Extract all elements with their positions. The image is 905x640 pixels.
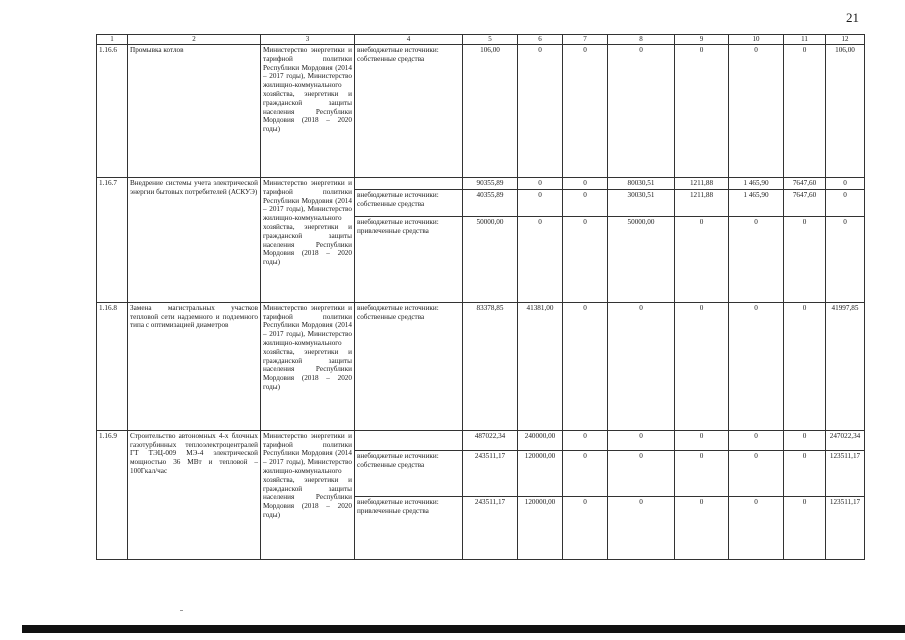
value-cell: 0: [826, 216, 865, 302]
header-cell: 7: [563, 35, 608, 45]
item-code: 1.16.9: [97, 430, 128, 559]
header-cell: 10: [729, 35, 784, 45]
item-name: Замена магистральных участков тепловой сети надземного и подземного типа с оптимизацией диаметров: [128, 302, 261, 430]
value-cell: 0: [563, 496, 608, 559]
value-cell: 247022,34: [826, 430, 865, 450]
value-cell: 0: [729, 496, 784, 559]
header-cell: 11: [784, 35, 826, 45]
value-cell: 0: [675, 496, 729, 559]
funding-source: внебюджетные источники: собственные средства: [355, 45, 463, 178]
header-row: [97, 35, 865, 45]
value-cell: 0: [729, 302, 784, 430]
value-cell: 0: [608, 496, 675, 559]
responsible-executor: Министерство энергетики и тарифной политики Республики Мордовия (2014 – 2017 годы), Министерство жилищно-коммунального хозяйства, энергетики и гражданской защиты населения Республики Мордовия (2018 – 2020 годы): [261, 302, 355, 430]
funding-source: внебюджетные источники: собственные средства: [355, 450, 463, 496]
value-cell: 0: [563, 450, 608, 496]
value-cell: 7647,60: [784, 189, 826, 216]
value-cell: 0: [563, 430, 608, 450]
funding-source: внебюджетные источники: привлеченные средства: [355, 216, 463, 302]
value-cell: 0: [784, 450, 826, 496]
value-cell: 0: [563, 189, 608, 216]
value-cell: 0: [608, 450, 675, 496]
item-code: 1.16.8: [97, 302, 128, 430]
header-cell: 4: [355, 35, 463, 45]
value-cell: 1 465,90: [729, 189, 784, 216]
budget-table: [96, 34, 865, 560]
responsible-executor: Министерство энергетики и тарифной политики Республики Мордовия (2014 – 2017 годы), Министерство жилищно-коммунального хозяйства, энергетики и гражданской защиты населения Республики Мордовия (2018 – 2020 годы): [261, 45, 355, 178]
value-cell: 0: [784, 216, 826, 302]
value-cell: 123511,17: [826, 450, 865, 496]
value-cell: 240000,00: [518, 430, 563, 450]
value-cell: 0: [784, 496, 826, 559]
value-cell: 0: [563, 302, 608, 430]
header-cell: 3: [261, 35, 355, 45]
item-code: 1.16.7: [97, 178, 128, 303]
value-cell: 0: [729, 45, 784, 178]
header-cell: 9: [675, 35, 729, 45]
table-row: [97, 430, 865, 450]
value-cell: 106,00: [463, 45, 518, 178]
value-cell: 0: [563, 216, 608, 302]
table-row: [97, 45, 865, 178]
value-cell: 0: [518, 178, 563, 190]
value-cell: 0: [826, 189, 865, 216]
value-cell: 243511,17: [463, 450, 518, 496]
value-cell: 1 465,90: [729, 178, 784, 190]
value-cell: 0: [729, 450, 784, 496]
value-cell: 90355,89: [463, 178, 518, 190]
value-cell: 120000,00: [518, 496, 563, 559]
value-cell: 0: [729, 430, 784, 450]
value-cell: 0: [563, 45, 608, 178]
value-cell: 0: [675, 430, 729, 450]
header-cell: 8: [608, 35, 675, 45]
value-cell: 0: [675, 302, 729, 430]
value-cell: 487022,34: [463, 430, 518, 450]
responsible-executor: Министерство энергетики и тарифной политики Республики Мордовия (2014 – 2017 годы), Министерство жилищно-коммунального хозяйства, энергетики и гражданской защиты населения Республики Мордовия (2018 – 2020 годы): [261, 178, 355, 303]
value-cell: 80030,51: [608, 178, 675, 190]
table-row: [97, 302, 865, 430]
value-cell: 0: [563, 178, 608, 190]
value-cell: 0: [518, 189, 563, 216]
value-cell: 0: [608, 430, 675, 450]
funding-source: внебюджетные источники: собственные средства: [355, 302, 463, 430]
responsible-executor: Министерство энергетики и тарифной политики Республики Мордовия (2014 – 2017 годы), Министерство жилищно-коммунального хозяйства, энергетики и гражданской защиты населения Республики Мордовия (2018 – 2020 годы): [261, 430, 355, 559]
funding-source: [355, 178, 463, 190]
value-cell: 7647,60: [784, 178, 826, 190]
table-row: [97, 178, 865, 190]
value-cell: 1211,88: [675, 189, 729, 216]
item-name: Промывка котлов: [128, 45, 261, 178]
item-code: 1.16.6: [97, 45, 128, 178]
value-cell: 83378,85: [463, 302, 518, 430]
header-cell: 5: [463, 35, 518, 45]
value-cell: 0: [518, 216, 563, 302]
value-cell: 50000,00: [608, 216, 675, 302]
item-name: Внедрение системы учета электрической энергии бытовых потребителей (АСКУЭ): [128, 178, 261, 303]
value-cell: 0: [784, 302, 826, 430]
value-cell: 0: [675, 216, 729, 302]
scan-speck: [180, 610, 183, 611]
header-cell: 6: [518, 35, 563, 45]
value-cell: 120000,00: [518, 450, 563, 496]
value-cell: 0: [675, 450, 729, 496]
value-cell: 106,00: [826, 45, 865, 178]
page-number: 21: [846, 10, 859, 25]
value-cell: 0: [729, 216, 784, 302]
value-cell: 0: [784, 430, 826, 450]
item-name: Строительство автономных 4-х блочных газотурбинных теплоэлектроцентралей ГТ ТЭЦ-009 МЭ-4 электрической мощностью 36 МВт и тепловой – 100Гкал/час: [128, 430, 261, 559]
value-cell: 41997,85: [826, 302, 865, 430]
funding-source: внебюджетные источники: привлеченные средства: [355, 496, 463, 559]
value-cell: 0: [784, 45, 826, 178]
value-cell: 0: [608, 302, 675, 430]
funding-source: внебюджетные источники: собственные средства: [355, 189, 463, 216]
header-cell: 1: [97, 35, 128, 45]
value-cell: 123511,17: [826, 496, 865, 559]
value-cell: 41381,00: [518, 302, 563, 430]
value-cell: 0: [518, 45, 563, 178]
value-cell: 50000,00: [463, 216, 518, 302]
header-cell: 12: [826, 35, 865, 45]
value-cell: 1211,88: [675, 178, 729, 190]
value-cell: 40355,89: [463, 189, 518, 216]
value-cell: 30030,51: [608, 189, 675, 216]
value-cell: 0: [826, 178, 865, 190]
value-cell: 0: [675, 45, 729, 178]
value-cell: 243511,17: [463, 496, 518, 559]
scan-edge-bar: [22, 625, 905, 633]
value-cell: 0: [608, 45, 675, 178]
funding-source: [355, 430, 463, 450]
header-cell: 2: [128, 35, 261, 45]
